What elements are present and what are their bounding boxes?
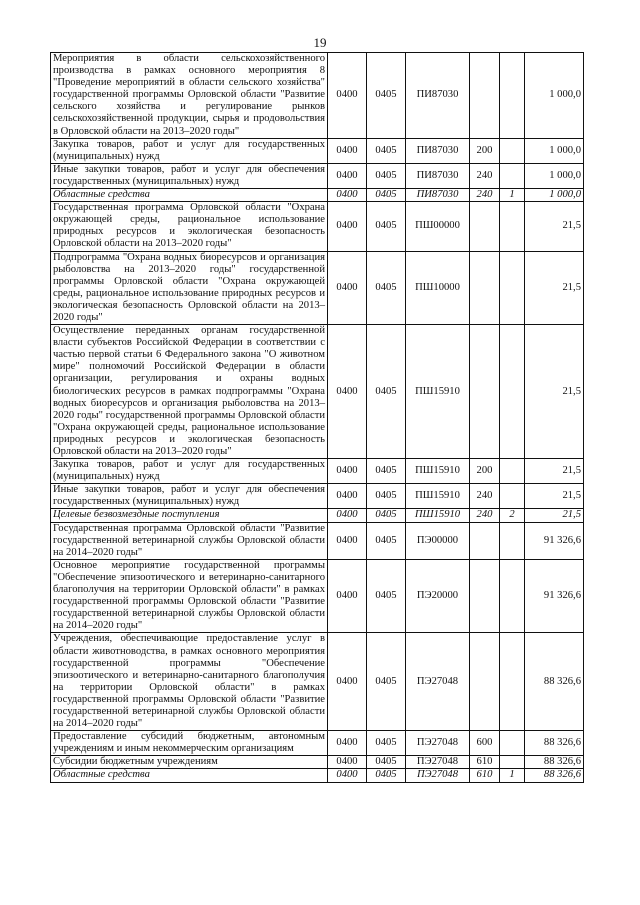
section-code: 0400 [328, 189, 367, 202]
table-row [51, 53, 584, 139]
expense-type-code: 240 [470, 189, 500, 202]
row-name: Закупка товаров, работ и услуг для государственных (муниципальных) нужд [51, 459, 328, 484]
table-row [51, 484, 584, 509]
subsection-code: 0405 [367, 731, 406, 756]
funding-source-code [500, 138, 525, 163]
row-name: Государственная программа Орловской области "Развитие государственной ветеринарной службы Орловской области на 2014–2020 годы" [51, 522, 328, 559]
amount: 21,5 [525, 484, 584, 509]
funding-source-code [500, 633, 525, 731]
row-name: Учреждения, обеспечивающие предоставление услуг в области животноводства, в рамках основного мероприятия государственной программы "Обеспечение эпизоотического и ветеринарно-санитарного благополучия на территории Орловской области" в рамках государственной программы Орловской области "Развитие государственной ветеринарной службы Орловской области на 2014–2020 годы" [51, 633, 328, 731]
amount: 1 000,0 [525, 138, 584, 163]
table-row [51, 731, 584, 756]
funding-source-code [500, 559, 525, 633]
subsection-code: 0405 [367, 769, 406, 782]
page-number: 19 [313, 35, 327, 50]
row-name: Предоставление субсидий бюджетным, автономным учреждениям и иным некоммерческим организациям [51, 731, 328, 756]
funding-source-code [500, 731, 525, 756]
amount: 88 326,6 [525, 633, 584, 731]
target-article-code: ПЭ27048 [406, 633, 470, 731]
target-article-code: ПЭ00000 [406, 522, 470, 559]
section-code: 0400 [328, 484, 367, 509]
target-article-code: ПШ15910 [406, 325, 470, 459]
subsection-code: 0405 [367, 756, 406, 769]
target-article-code: ПИ87030 [406, 189, 470, 202]
subsection-code: 0405 [367, 189, 406, 202]
table-row [51, 138, 584, 163]
subsection-code: 0405 [367, 522, 406, 559]
section-code: 0400 [328, 138, 367, 163]
target-article-code: ПЭ27048 [406, 731, 470, 756]
table-row [51, 769, 584, 782]
table-row [51, 559, 584, 633]
budget-table [50, 52, 584, 783]
target-article-code: ПШ00000 [406, 202, 470, 251]
amount: 21,5 [525, 325, 584, 459]
expense-type-code [470, 202, 500, 251]
amount: 91 326,6 [525, 522, 584, 559]
table-row [51, 163, 584, 188]
section-code: 0400 [328, 633, 367, 731]
expense-type-code: 240 [470, 484, 500, 509]
amount: 1 000,0 [525, 189, 584, 202]
row-name: Субсидии бюджетным учреждениям [51, 756, 328, 769]
target-article-code: ПШ10000 [406, 251, 470, 325]
row-name: Областные средства [51, 189, 328, 202]
expense-type-code: 610 [470, 769, 500, 782]
subsection-code: 0405 [367, 163, 406, 188]
table-row [51, 756, 584, 769]
funding-source-code [500, 522, 525, 559]
amount: 88 326,6 [525, 731, 584, 756]
row-name: Иные закупки товаров, работ и услуг для обеспечения государственных (муниципальных) нужд [51, 163, 328, 188]
expense-type-code [470, 559, 500, 633]
subsection-code: 0405 [367, 325, 406, 459]
target-article-code: ПЭ20000 [406, 559, 470, 633]
expense-type-code: 200 [470, 459, 500, 484]
subsection-code: 0405 [367, 138, 406, 163]
section-code: 0400 [328, 559, 367, 633]
amount: 21,5 [525, 202, 584, 251]
funding-source-code [500, 325, 525, 459]
table-row [51, 509, 584, 522]
subsection-code: 0405 [367, 202, 406, 251]
expense-type-code [470, 325, 500, 459]
row-name: Мероприятия в области сельскохозяйственного производства в рамках основного мероприятия 8 "Проведение мероприятий в области сельского хозяйства" государственной программы Орловской области "Развитие сельского хозяйства и регулирование рынков сельскохозяйственной продукции, сырья и продовольствия в Орловской области на 2013–2020 годы" [51, 53, 328, 139]
amount: 21,5 [525, 459, 584, 484]
funding-source-code [500, 484, 525, 509]
row-name: Государственная программа Орловской области "Охрана окружающей среды, рациональное использование природных ресурсов и экологическая безопасность Орловской области на 2013–2020 годы" [51, 202, 328, 251]
subsection-code: 0405 [367, 509, 406, 522]
row-name: Областные средства [51, 769, 328, 782]
expense-type-code: 610 [470, 756, 500, 769]
section-code: 0400 [328, 53, 367, 139]
amount: 91 326,6 [525, 559, 584, 633]
row-name: Закупка товаров, работ и услуг для государственных (муниципальных) нужд [51, 138, 328, 163]
expense-type-code: 200 [470, 138, 500, 163]
funding-source-code [500, 202, 525, 251]
subsection-code: 0405 [367, 53, 406, 139]
expense-type-code [470, 633, 500, 731]
expense-type-code [470, 251, 500, 325]
amount: 1 000,0 [525, 163, 584, 188]
section-code: 0400 [328, 325, 367, 459]
section-code: 0400 [328, 202, 367, 251]
section-code: 0400 [328, 769, 367, 782]
amount: 1 000,0 [525, 53, 584, 139]
amount: 88 326,6 [525, 756, 584, 769]
table-row [51, 202, 584, 251]
target-article-code: ПИ87030 [406, 163, 470, 188]
row-name: Иные закупки товаров, работ и услуг для обеспечения государственных (муниципальных) нужд [51, 484, 328, 509]
expense-type-code [470, 53, 500, 139]
budget-table-body [51, 53, 584, 783]
table-row [51, 522, 584, 559]
table-row [51, 251, 584, 325]
target-article-code: ПЭ27048 [406, 769, 470, 782]
expense-type-code: 240 [470, 509, 500, 522]
subsection-code: 0405 [367, 633, 406, 731]
section-code: 0400 [328, 731, 367, 756]
section-code: 0400 [328, 459, 367, 484]
expense-type-code: 240 [470, 163, 500, 188]
subsection-code: 0405 [367, 251, 406, 325]
section-code: 0400 [328, 522, 367, 559]
funding-source-code: 1 [500, 189, 525, 202]
subsection-code: 0405 [367, 459, 406, 484]
row-name: Осуществление переданных органам государственной власти субъектов Российской Федерации в соответствии с частью первой статьи 6 Федерального закона "О животном мире" полномочий Российской Федерации в области организации, регулирования и охраны водных биологических ресурсов в рамках подпрограммы "Охрана водных биоресурсов и организация рыболовства на 2013–2020 годы" государственной программы Орловской области "Охрана окружающей среды, рациональное использование природных ресурсов и экологическая безопасность Орловской области на 2013–2020 годы" [51, 325, 328, 459]
row-name: Целевые безвозмездные поступления [51, 509, 328, 522]
expense-type-code: 600 [470, 731, 500, 756]
funding-source-code [500, 756, 525, 769]
subsection-code: 0405 [367, 559, 406, 633]
target-article-code: ПШ15910 [406, 459, 470, 484]
section-code: 0400 [328, 509, 367, 522]
table-row [51, 633, 584, 731]
section-code: 0400 [328, 756, 367, 769]
funding-source-code [500, 53, 525, 139]
section-code: 0400 [328, 163, 367, 188]
funding-source-code [500, 459, 525, 484]
section-code: 0400 [328, 251, 367, 325]
amount: 21,5 [525, 509, 584, 522]
subsection-code: 0405 [367, 484, 406, 509]
target-article-code: ПШ15910 [406, 509, 470, 522]
table-row [51, 189, 584, 202]
row-name: Основное мероприятие государственной программы "Обеспечение эпизоотического и ветеринарно-санитарного благополучия на территории Орловской области" в рамках государственной программы Орловской области "Развитие государственной ветеринарной службы Орловской области на 2014–2020 годы" [51, 559, 328, 633]
funding-source-code: 2 [500, 509, 525, 522]
amount: 21,5 [525, 251, 584, 325]
target-article-code: ПЭ27048 [406, 756, 470, 769]
amount: 88 326,6 [525, 769, 584, 782]
table-row [51, 459, 584, 484]
target-article-code: ПИ87030 [406, 53, 470, 139]
row-name: Подпрограмма "Охрана водных биоресурсов и организация рыболовства на 2013–2020 годы" государственной программы Орловской области "Охрана окружающей среды, рациональное использование природных ресурсов и экологическая безопасность Орловской области на 2013–2020 годы" [51, 251, 328, 325]
target-article-code: ПИ87030 [406, 138, 470, 163]
funding-source-code: 1 [500, 769, 525, 782]
funding-source-code [500, 163, 525, 188]
table-row [51, 325, 584, 459]
expense-type-code [470, 522, 500, 559]
target-article-code: ПШ15910 [406, 484, 470, 509]
funding-source-code [500, 251, 525, 325]
